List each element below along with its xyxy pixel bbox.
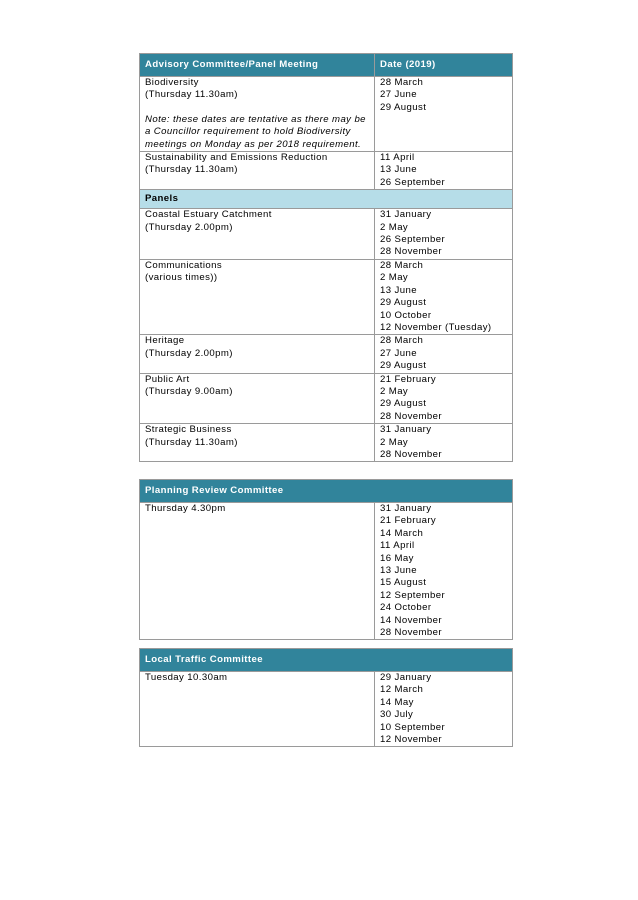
meeting-date: 28 November [380, 627, 442, 639]
panel-time: (Thursday 9.00am) [145, 385, 233, 397]
panel-cell [140, 259, 375, 334]
meeting-date: 16 May [380, 552, 414, 564]
panel-name: Strategic Business [145, 424, 232, 436]
table-row [140, 503, 513, 640]
dates-cell [375, 77, 513, 152]
meeting-date: 24 October [380, 602, 432, 614]
meeting-date: 13 June [380, 164, 417, 176]
dates-cell [375, 335, 513, 373]
meeting-date: 11 April [380, 540, 415, 552]
meeting-date: 30 July [380, 709, 414, 721]
planning-review-table [139, 479, 513, 640]
panels-subheader: Panels [140, 190, 513, 209]
meeting-date: 21 February [380, 373, 437, 385]
committee-name: Biodiversity [145, 77, 199, 88]
meeting-date: 29 January [380, 672, 432, 683]
advisory-header-date: Date (2019) [375, 54, 513, 77]
table-row [140, 259, 513, 334]
traffic-header-row [140, 649, 513, 672]
meeting-date: 28 March [380, 335, 424, 347]
meeting-date: 10 September [380, 721, 446, 733]
committee-name: Sustainability and Emissions Reduction [145, 152, 328, 164]
meeting-date: 31 January [380, 503, 432, 514]
dates-cell [375, 152, 513, 190]
meeting-date: 2 May [380, 272, 409, 284]
dates-cell [375, 503, 513, 640]
meeting-date: 21 February [380, 515, 437, 527]
panel-time: (Thursday 2.00pm) [145, 221, 233, 233]
meeting-date: 28 November [380, 410, 442, 422]
panel-cell [140, 335, 375, 373]
meeting-date: 13 June [380, 284, 417, 296]
panel-name: Coastal Estuary Catchment [145, 209, 272, 221]
committee-cell [140, 503, 375, 640]
meeting-date: 27 June [380, 89, 417, 101]
panel-name: Communications [145, 259, 223, 271]
meeting-date: 27 June [380, 347, 417, 359]
advisory-header-title: Advisory Committee/Panel Meeting [140, 54, 375, 77]
panel-cell [140, 209, 375, 260]
panel-time: (Thursday 2.00pm) [145, 347, 233, 359]
committee-time: (Thursday 11.30am) [145, 164, 238, 176]
meeting-date: 11 April [380, 152, 415, 164]
meeting-date: 14 May [380, 696, 414, 708]
meeting-date: 13 June [380, 565, 417, 577]
meeting-date: 29 August [380, 101, 427, 113]
panel-name: Heritage [145, 335, 185, 347]
committee-cell [140, 672, 375, 747]
meeting-date: 28 November [380, 448, 442, 460]
meeting-date: 28 November [380, 246, 442, 258]
table-row [140, 335, 513, 373]
table-row [140, 672, 513, 747]
meeting-date: 10 October [380, 309, 432, 321]
meeting-date: 28 March [380, 77, 424, 88]
table-row [140, 424, 513, 462]
advisory-header-row [140, 54, 513, 77]
meeting-date: 2 May [380, 221, 409, 233]
dates-cell [375, 672, 513, 747]
panel-cell [140, 373, 375, 424]
meeting-date: 15 August [380, 577, 427, 589]
panel-cell [140, 424, 375, 462]
planning-header-row [140, 480, 513, 503]
panels-subheader-row [140, 190, 513, 209]
meeting-date: 29 August [380, 360, 427, 372]
panel-time: (various times)) [145, 272, 218, 284]
planning-header: Planning Review Committee [140, 480, 513, 503]
meeting-date: 29 August [380, 297, 427, 309]
local-traffic-table [139, 648, 513, 747]
table-row [140, 152, 513, 190]
meeting-date: 2 May [380, 436, 409, 448]
meeting-date: 26 September [380, 234, 446, 246]
meeting-date: 14 March [380, 527, 424, 539]
meeting-date: 2 May [380, 385, 409, 397]
table-row [140, 77, 513, 152]
meeting-date: 29 August [380, 398, 427, 410]
committee-cell [140, 77, 375, 152]
advisory-committee-table [139, 53, 513, 462]
committee-time: Thursday 4.30pm [145, 503, 226, 514]
meeting-date: 12 March [380, 684, 424, 696]
panel-time: (Thursday 11.30am) [145, 436, 238, 448]
dates-cell [375, 209, 513, 260]
meeting-date: 12 September [380, 589, 446, 601]
committee-note: Note: these dates are tentative as there may be a Councillor requirement to hold Biodiversity meetings on Monday as per 2018 requirement. [145, 113, 366, 150]
meeting-date: 31 January [380, 209, 432, 221]
meeting-date: 26 September [380, 176, 446, 188]
dates-cell [375, 259, 513, 334]
meeting-date: 12 November [380, 734, 442, 746]
dates-cell [375, 373, 513, 424]
committee-time: (Thursday 11.30am) [145, 89, 238, 101]
meeting-date: 28 March [380, 259, 424, 271]
committee-cell [140, 152, 375, 190]
traffic-header: Local Traffic Committee [140, 649, 513, 672]
dates-cell [375, 424, 513, 462]
meeting-date: 31 January [380, 424, 432, 436]
meeting-date: 14 November [380, 614, 442, 626]
meeting-date: 12 November (Tuesday) [380, 321, 492, 333]
table-row [140, 209, 513, 260]
panel-name: Public Art [145, 373, 190, 385]
table-row [140, 373, 513, 424]
committee-time: Tuesday 10.30am [145, 672, 228, 683]
